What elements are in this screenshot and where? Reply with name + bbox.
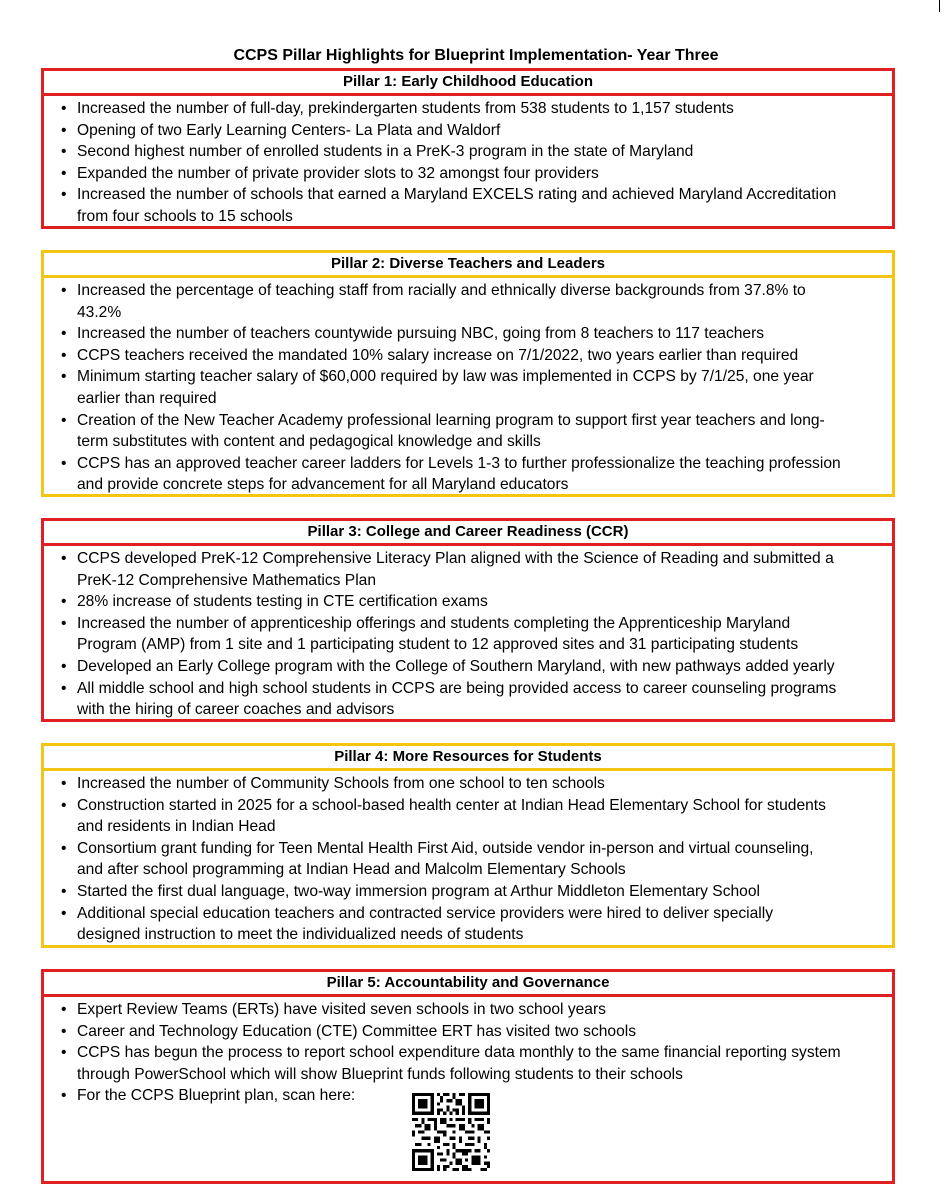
list-item: • Increased the number of full-day, prekindergarten students from 538 students to 1,157 students xyxy=(61,100,734,117)
list-item: • Expert Review Teams (ERTs) have visited seven schools in two school years xyxy=(61,1001,606,1018)
list-item: • Construction started in 2025 for a school-based health center at Indian Head Elementary School for students and residents in Indian Head xyxy=(61,796,826,836)
pillar-heading: Pillar 1: Early Childhood Education xyxy=(44,71,892,96)
list-item: • Increased the number of schools that earned a Maryland EXCELS rating and achieved Maryland Accreditation from four schools to 15 schools xyxy=(61,186,837,225)
list-item: • Developed an Early College program with the College of Southern Maryland, with new pathways added yearly xyxy=(61,657,835,675)
list-item: • Increased the percentage of teaching staff from racially and ethnically diverse backgrounds from 37.8% to 43.2% xyxy=(61,282,806,321)
highlight-list xyxy=(44,771,892,946)
list-item: • Started the first dual language, two-way immersion program at Arthur Middleton Elementary School xyxy=(61,882,760,900)
list-item: • CCPS has begun the process to report school expenditure data monthly to the same financial reporting system through PowerSchool which will show Blueprint funds following students to their schools xyxy=(61,1044,841,1083)
list-item: • CCPS teachers received the mandated 10% salary increase on 7/1/2022, two years earlier than required xyxy=(61,346,799,364)
page-title: CCPS Pillar Highlights for Blueprint Implementation- Year Three xyxy=(233,47,719,64)
list-item: • Increased the number of apprenticeship offerings and students completing the Apprenticeship Maryland Program (AMP) from 1 site and 1 participating student to 12 approved sites and 31 participating students xyxy=(61,614,799,654)
list-item: • Second highest number of enrolled students in a PreK-3 program in the state of Maryland xyxy=(61,143,694,161)
pillar-4-box xyxy=(41,743,895,948)
list-item: • 28% increase of students testing in CTE certification exams xyxy=(61,593,488,611)
pillar-3-box xyxy=(41,518,895,722)
list-item: • Minimum starting teacher salary of $60,000 required by law was implemented in CCPS by 7/1/25, one year earlier than required xyxy=(61,368,814,407)
list-item: • Career and Technology Education (CTE) Committee ERT has visited two schools xyxy=(61,1022,637,1040)
list-item: • Increased the number of teachers countywide pursuing NBC, going from 8 teachers to 117 teachers xyxy=(61,325,765,343)
pillar-1-box xyxy=(41,68,895,229)
qr-code-icon[interactable] xyxy=(412,1093,490,1171)
highlight-list xyxy=(44,997,892,1107)
list-item: • Consortium grant funding for Teen Mental Health First Aid, outside vendor in-person and virtual counseling, and after school programming at Indian Head and Malcolm Elementary Schools xyxy=(61,839,814,879)
list-item: • For the CCPS Blueprint plan, scan here: xyxy=(61,1087,356,1105)
highlight-list xyxy=(44,546,892,721)
list-item: • All middle school and high school students in CCPS are being provided access to career counseling programs with the hiring of career coaches and advisors xyxy=(61,679,837,719)
list-item: • Opening of two Early Learning Centers- La Plata and Waldorf xyxy=(61,121,501,139)
pillar-heading: Pillar 2: Diverse Teachers and Leaders xyxy=(44,253,892,278)
pillar-heading: Pillar 5: Accountability and Governance xyxy=(44,972,892,997)
list-item: • Increased the number of Community Schools from one school to ten schools xyxy=(61,775,605,792)
page-edge-line xyxy=(0,0,940,12)
list-item: • CCPS developed PreK-12 Comprehensive Literacy Plan aligned with the Science of Reading and submitted a PreK-12 Comprehensive Mathematics Plan xyxy=(61,550,834,589)
list-item: • Additional special education teachers and contracted service providers were hired to deliver specially designed instruction to meet the individualized needs of students xyxy=(61,904,774,944)
pillar-5-box xyxy=(41,969,895,1184)
list-item: • Expanded the number of private provider slots to 32 amongst four providers xyxy=(61,164,599,182)
pillar-heading: Pillar 4: More Resources for Students xyxy=(44,746,892,771)
pillar-2-box xyxy=(41,250,895,497)
list-item: • CCPS has an approved teacher career ladders for Levels 1-3 to further professionalize the teaching profession and provide concrete steps for advancement for all Maryland educators xyxy=(61,454,841,494)
pillar-heading: Pillar 3: College and Career Readiness (CCR) xyxy=(44,521,892,546)
list-item: • Creation of the New Teacher Academy professional learning program to support first year teachers and long- term substitutes with content and pedagogical knowledge and skills xyxy=(61,411,825,451)
highlight-list xyxy=(44,278,892,496)
highlight-list xyxy=(44,96,892,228)
